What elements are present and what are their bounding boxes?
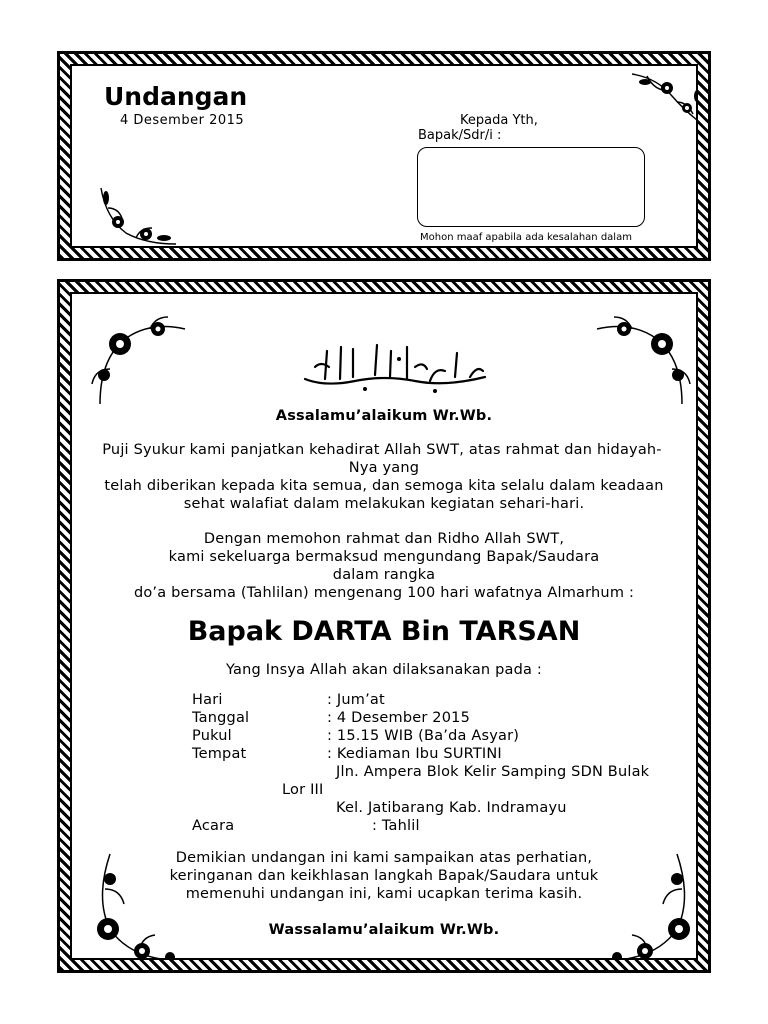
address-box: [417, 147, 645, 227]
flower-ornament-icon: [96, 178, 181, 248]
paragraph-line: Dengan memohon rahmat dan Ridho Allah SWT,: [203, 531, 565, 547]
apology-note: Mohon maaf apabila ada kesalahan dalam: [420, 232, 632, 243]
flower-ornament-icon: [627, 66, 698, 131]
paragraph-line: do’a bersama (Tahlilan) mengenang 100 hari wafatnya Almarhum :: [133, 585, 635, 601]
detail-value-tanggal: : 4 Desember 2015: [327, 710, 471, 726]
detail-value-hari: : Jum’at: [327, 692, 385, 708]
invitation-inner: [70, 292, 698, 960]
recipient-label: Bapak/Sdr/i :: [418, 128, 502, 143]
flower-ornament-icon: [592, 309, 698, 409]
paragraph-line: Nya yang: [348, 460, 420, 476]
recipient-heading: Kepada Yth,: [460, 113, 538, 128]
paragraph-line: sehat walafiat dalam melakukan kegiatan sehari-hari.: [183, 496, 585, 512]
envelope-inner: [70, 64, 698, 248]
envelope-title: Undangan: [104, 82, 248, 111]
closing-salam: Wassalamu’alaikum Wr.Wb.: [268, 922, 500, 938]
paragraph-line: telah diberikan kepada kita semua, dan semoga kita selalu dalam keadaan: [104, 478, 664, 494]
closing-line: memenuhi undangan ini, kami ucapkan terima kasih.: [185, 886, 583, 902]
address-line: Jln. Ampera Blok Kelir Samping SDN Bulak: [336, 764, 650, 780]
closing-line: keringanan dan keikhlasan langkah Bapak/Saudara untuk: [169, 868, 599, 884]
deceased-name: Bapak DARTA Bin TARSAN: [187, 616, 581, 647]
detail-value-pukul: : 15.15 WIB (Ba’da Asyar): [327, 728, 520, 744]
detail-label-pukul: Pukul: [192, 728, 232, 744]
flower-ornament-icon: [80, 309, 190, 409]
address-line: Kel. Jatibarang Kab. Indramayu: [336, 800, 567, 816]
closing-line: Demikian undangan ini kami sampaikan atas perhatian,: [175, 850, 593, 866]
invitation-card: [57, 279, 711, 973]
detail-value-acara: : Tahlil: [372, 818, 420, 834]
envelope-date: 4 Desember 2015: [120, 113, 245, 128]
paragraph-line: kami sekeluarga bermaksud mengundang Bapak/Saudara: [168, 549, 600, 565]
paragraph-line: Puji Syukur kami panjatkan kehadirat Allah SWT, atas rahmat dan hidayah-: [102, 442, 662, 458]
detail-label-tempat: Tempat: [192, 746, 247, 762]
detail-label-tanggal: Tanggal: [192, 710, 250, 726]
envelope-card: [57, 51, 711, 261]
detail-label-hari: Hari: [192, 692, 223, 708]
paragraph-line: dalam rangka: [332, 567, 436, 583]
schedule-intro: Yang Insya Allah akan dilaksanakan pada :: [226, 662, 542, 678]
greeting-salam: Assalamu’alaikum Wr.Wb.: [275, 408, 493, 424]
bismillah-calligraphy-icon: [295, 337, 495, 397]
detail-label-acara: Acara: [192, 818, 235, 834]
detail-value-tempat: : Kediaman Ibu SURTINI: [327, 746, 502, 762]
address-line: Lor III: [282, 782, 324, 798]
